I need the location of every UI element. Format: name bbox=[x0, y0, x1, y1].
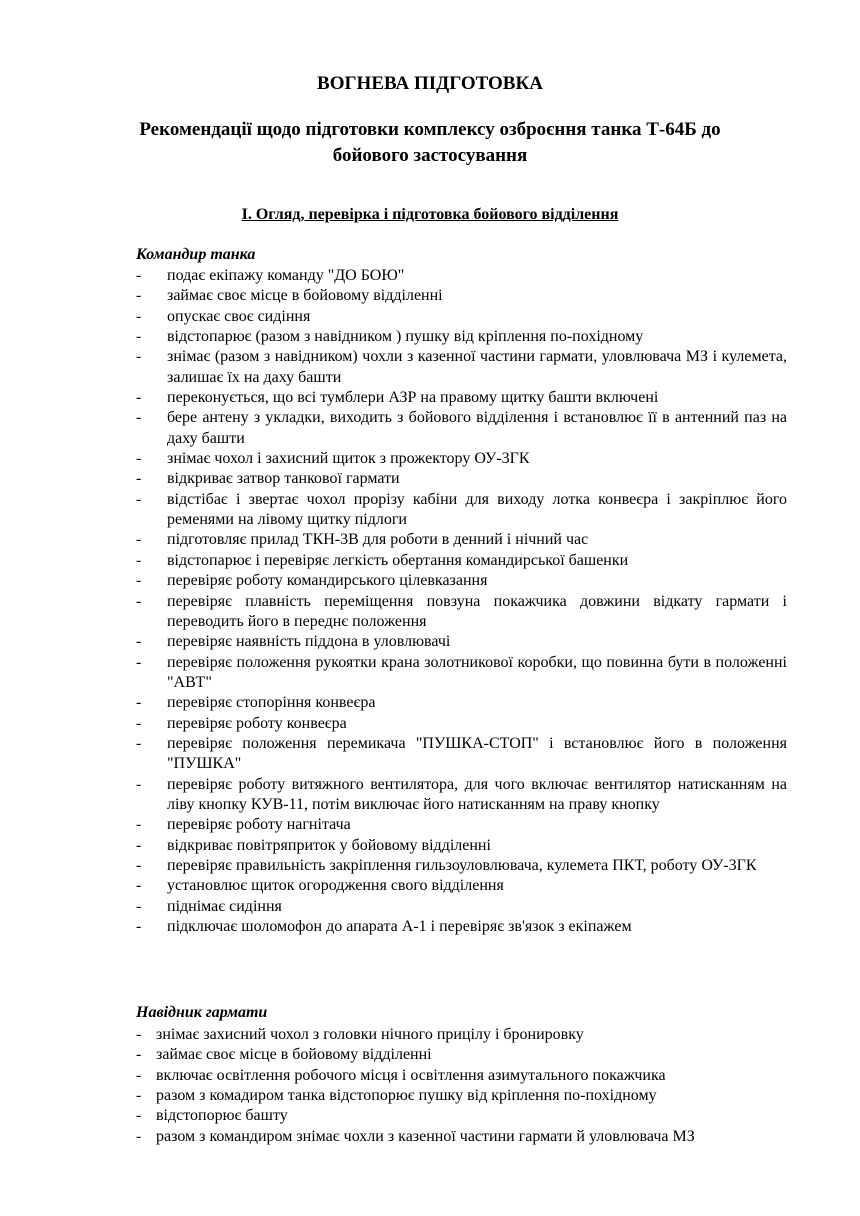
list-item bbox=[0, 1127, 860, 1147]
list-item bbox=[0, 653, 860, 694]
list-item-text: перевіряє положення перемикача "ПУШКА-СТОП" і встановлює його в положення "ПУШКА" bbox=[167, 734, 787, 773]
list-item bbox=[0, 734, 860, 775]
bullet-dash: - bbox=[136, 836, 142, 854]
list-item bbox=[0, 408, 860, 449]
role-heading-commander: Командир танка bbox=[136, 246, 256, 263]
list-item bbox=[0, 286, 860, 306]
bullet-dash: - bbox=[136, 389, 142, 407]
list-item bbox=[0, 876, 860, 896]
list-item bbox=[0, 449, 860, 469]
list-item-text: подає екіпажу команду "ДО БОЮ" bbox=[167, 267, 405, 284]
list-item bbox=[0, 388, 860, 408]
bullet-dash: - bbox=[136, 287, 142, 305]
list-item bbox=[0, 632, 860, 652]
bullet-dash: - bbox=[136, 856, 142, 874]
list-item-text: перевіряє плавність переміщення повзуна покажчика довжини відкату гармати і переводить його в переднє положення bbox=[167, 592, 787, 630]
list-item bbox=[0, 551, 860, 571]
list-item-text: перевіряє стопоріння конвеєра bbox=[167, 694, 376, 712]
list-item bbox=[0, 693, 860, 713]
list-item-text: разом з комадиром танка відстопорює пушку від кріплення по-похідному bbox=[156, 1087, 657, 1105]
list-item-text: відстопарює і перевіряє легкість обертання командирської башенки bbox=[167, 551, 629, 569]
list-item bbox=[0, 327, 860, 347]
list-item-text: відстібає і звертає чохол прорізу кабіни для виходу лотка конвеєра і закріплює його ременями на лівому щитку підлоги bbox=[167, 490, 787, 529]
bullet-dash: - bbox=[136, 328, 142, 346]
list-item bbox=[0, 815, 860, 835]
list-item-text: перевіряє роботу нагнітача bbox=[167, 816, 351, 834]
list-item-text: піднімає сидіння bbox=[167, 897, 282, 915]
bullet-dash: - bbox=[136, 653, 142, 671]
role-heading-gunner: Навідник гармати bbox=[136, 1004, 268, 1021]
list-item bbox=[0, 836, 860, 856]
bullet-dash: - bbox=[136, 267, 142, 284]
list-item-text: перевіряє роботу витяжного вентилятора, для чого включає вентилятор натисканням на ліву кнопку КУВ-11, потім виключає його натисканням на праву кнопку bbox=[167, 775, 787, 813]
list-item bbox=[0, 775, 860, 816]
bullet-dash: - bbox=[136, 775, 142, 793]
list-item-text: займає своє місце в бойовому відділенні bbox=[167, 287, 443, 305]
bullet-dash: - bbox=[136, 1066, 142, 1084]
bullet-dash: - bbox=[136, 897, 142, 915]
list-item bbox=[0, 571, 860, 591]
bullet-dash: - bbox=[136, 470, 142, 488]
list-item bbox=[0, 1086, 860, 1106]
bullet-dash: - bbox=[136, 1107, 142, 1125]
list-item-text: переконується, що всі тумблери АЗР на правому щитку башти включені bbox=[167, 389, 659, 407]
commander-task-list bbox=[0, 266, 860, 937]
list-item bbox=[0, 856, 860, 876]
list-item-text: перевіряє роботу конвеєра bbox=[167, 714, 347, 732]
bullet-dash: - bbox=[136, 877, 142, 895]
section-heading: І. Огляд, перевірка і підготовка бойового відділення bbox=[241, 206, 619, 223]
list-item bbox=[0, 347, 860, 388]
bullet-dash: - bbox=[136, 633, 142, 651]
list-item bbox=[0, 307, 860, 327]
list-item bbox=[0, 592, 860, 633]
list-item-text: підготовляє прилад ТКН-3В для роботи в денний і нічний час bbox=[167, 531, 589, 549]
bullet-dash: - bbox=[136, 714, 142, 732]
list-item bbox=[0, 897, 860, 917]
bullet-dash: - bbox=[136, 409, 142, 427]
bullet-dash: - bbox=[136, 592, 142, 610]
list-item-text: відкриває затвор танкової гармати bbox=[167, 470, 400, 488]
bullet-dash: - bbox=[136, 734, 142, 752]
list-item-text: відстопорює башту bbox=[156, 1107, 288, 1125]
list-item bbox=[0, 1025, 860, 1045]
gunner-task-list bbox=[0, 1025, 860, 1147]
list-item-text: разом з командиром знімає чохли з казенної частини гармати й уловлювача МЗ bbox=[156, 1127, 695, 1145]
bullet-dash: - bbox=[136, 1046, 142, 1064]
page-subtitle: Рекомендації щодо підготовки комплексу озброєння танка Т-64Б до бойового застосування bbox=[139, 119, 721, 166]
bullet-dash: - bbox=[136, 1127, 142, 1145]
bullet-dash: - bbox=[136, 816, 142, 834]
list-item-text: перевіряє правильність закріплення гильзоуловлювача, кулемета ПКТ, роботу ОУ-3ГК bbox=[167, 856, 757, 874]
bullet-dash: - bbox=[136, 551, 142, 569]
list-item bbox=[0, 469, 860, 489]
list-item-text: установлює щиток огородження свого відділення bbox=[167, 877, 504, 895]
list-item bbox=[0, 714, 860, 734]
list-item-text: бере антену з укладки, виходить з бойового відділення і встановлює її в антенний паз на даху башти bbox=[167, 409, 787, 447]
bullet-dash: - bbox=[136, 490, 142, 508]
list-item bbox=[0, 1045, 860, 1065]
bullet-dash: - bbox=[136, 1087, 142, 1105]
list-item-text: перевіряє наявність піддона в уловлювачі bbox=[167, 633, 451, 651]
page-title: ВОГНЕВА ПІДГОТОВКА bbox=[317, 73, 543, 94]
list-item-text: знімає захисний чохол з головки нічного прицілу і бронировку bbox=[156, 1026, 584, 1043]
bullet-dash: - bbox=[136, 531, 142, 549]
list-item-text: знімає (разом з навідником) чохли з казенної частини гармати, уловлювача МЗ і кулемета, залишає їх на даху башти bbox=[167, 348, 787, 386]
list-item bbox=[0, 530, 860, 550]
list-item-text: опускає своє сидіння bbox=[167, 307, 311, 325]
bullet-dash: - bbox=[136, 572, 142, 590]
list-item-text: відкриває повітряприток у бойовому відділенні bbox=[167, 836, 491, 854]
bullet-dash: - bbox=[136, 348, 142, 366]
list-item bbox=[0, 917, 860, 937]
bullet-dash: - bbox=[136, 918, 142, 935]
bullet-dash: - bbox=[136, 694, 142, 712]
list-item-text: відстопарює (разом з навідником ) пушку від кріплення по-похідному bbox=[167, 328, 644, 346]
list-item bbox=[0, 1066, 860, 1086]
list-item-text: займає своє місце в бойовому відділенні bbox=[156, 1046, 432, 1064]
list-item bbox=[0, 1106, 860, 1126]
list-item-text: перевіряє положення рукоятки крана золотникової коробки, що повинна бути в положенні "АВТ" bbox=[167, 653, 787, 691]
list-item-text: включає освітлення робочого місця і освітлення азимутального покажчика bbox=[156, 1066, 666, 1084]
list-item-text: перевіряє роботу командирського цілевказання bbox=[167, 572, 488, 590]
list-item bbox=[0, 266, 860, 286]
list-item bbox=[0, 490, 860, 531]
list-item-text: знімає чохол і захисний щиток з прожектору ОУ-3ГК bbox=[167, 450, 530, 468]
bullet-dash: - bbox=[136, 1026, 142, 1043]
list-item-text: підключає шоломофон до апарата А-1 і перевіряє зв'язок з екіпажем bbox=[167, 918, 632, 935]
bullet-dash: - bbox=[136, 450, 142, 468]
bullet-dash: - bbox=[136, 307, 142, 325]
